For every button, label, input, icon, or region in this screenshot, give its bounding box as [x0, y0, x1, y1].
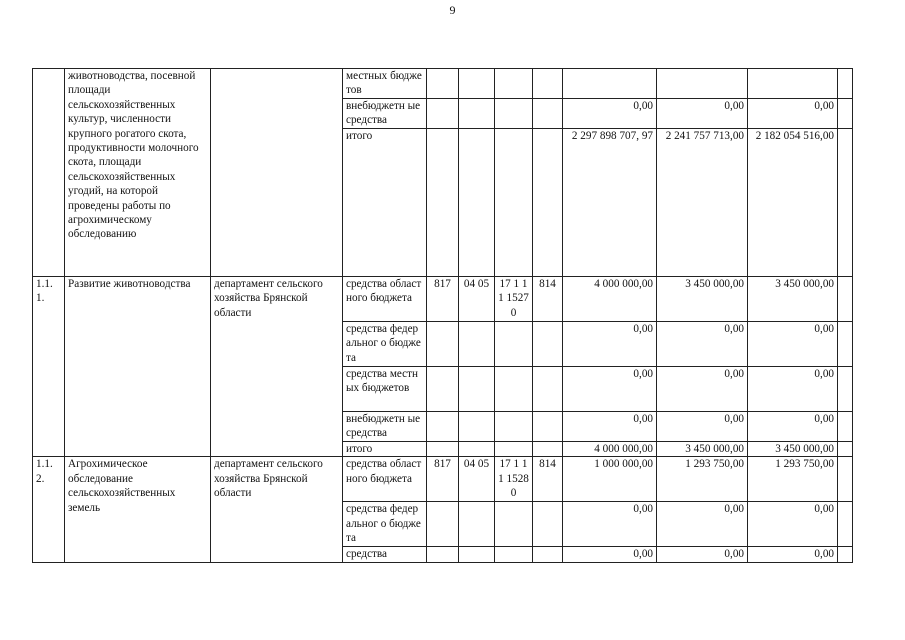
trailing-cell — [838, 277, 853, 322]
trailing-cell — [838, 457, 853, 502]
grbs-code — [427, 412, 459, 442]
amount-year-1: 0,00 — [563, 99, 657, 129]
expense-type-code — [533, 129, 563, 277]
target-article-code — [495, 502, 533, 547]
funding-source: средства областного бюджета — [343, 277, 427, 322]
section-code — [459, 99, 495, 129]
amount-year-1: 0,00 — [563, 367, 657, 412]
amount-year-2: 0,00 — [657, 322, 748, 367]
amount-year-2: 0,00 — [657, 412, 748, 442]
target-article-code: 17 1 11 15270 — [495, 277, 533, 322]
section-code — [459, 502, 495, 547]
amount-year-3: 0,00 — [748, 547, 838, 562]
target-article-code — [495, 99, 533, 129]
item-number: 1.1.2. — [33, 457, 65, 562]
amount-year-1: 4 000 000,00 — [563, 277, 657, 322]
amount-year-3: 0,00 — [748, 367, 838, 412]
item-name: Агрохимическое обследование сельскохозяйственных земель — [65, 457, 211, 562]
section-code — [459, 322, 495, 367]
amount-year-3: 1 293 750,00 — [748, 457, 838, 502]
amount-year-1 — [563, 69, 657, 99]
funding-source: средства — [343, 547, 427, 562]
amount-year-3: 0,00 — [748, 502, 838, 547]
section-code — [459, 129, 495, 277]
responsible-executor — [211, 69, 343, 277]
target-article-code — [495, 547, 533, 562]
section-code — [459, 412, 495, 442]
table-row — [33, 69, 853, 99]
grbs-code — [427, 129, 459, 277]
amount-year-1: 0,00 — [563, 412, 657, 442]
target-article-code — [495, 322, 533, 367]
amount-year-2 — [657, 69, 748, 99]
item-number: 1.1.1. — [33, 277, 65, 457]
section-code: 04 05 — [459, 277, 495, 322]
expense-type-code — [533, 412, 563, 442]
expense-type-code — [533, 367, 563, 412]
trailing-cell — [838, 99, 853, 129]
amount-year-1: 4 000 000,00 — [563, 442, 657, 457]
section-code — [459, 367, 495, 412]
funding-source: средства областного бюджета — [343, 457, 427, 502]
amount-year-2: 0,00 — [657, 502, 748, 547]
table-row — [33, 277, 853, 322]
item-name: животноводства, посевной площади сельскохозяйственных культур, численности крупного рогатого скота, продуктивности молочного скота, площади сельскохозяйственных угодий, на которой проведены работы по агрохимическому обследованию — [65, 69, 211, 277]
funding-source: внебюджетн ые средства — [343, 99, 427, 129]
grbs-code — [427, 367, 459, 412]
funding-source: средства федеральног о бюджета — [343, 322, 427, 367]
responsible-executor: департамент сельского хозяйства Брянской области — [211, 457, 343, 562]
expense-type-code — [533, 547, 563, 562]
amount-year-1: 1 000 000,00 — [563, 457, 657, 502]
trailing-cell — [838, 129, 853, 277]
amount-year-2: 3 450 000,00 — [657, 442, 748, 457]
expense-type-code — [533, 502, 563, 547]
amount-year-2: 3 450 000,00 — [657, 277, 748, 322]
funding-source: местных бюджетов — [343, 69, 427, 99]
amount-year-1: 0,00 — [563, 547, 657, 562]
amount-year-3: 2 182 054 516,00 — [748, 129, 838, 277]
section-code: 04 05 — [459, 457, 495, 502]
funding-source: средства местных бюджетов — [343, 367, 427, 412]
target-article-code: 17 1 11 15280 — [495, 457, 533, 502]
amount-year-2: 0,00 — [657, 99, 748, 129]
grbs-code — [427, 99, 459, 129]
amount-year-2: 2 241 757 713,00 — [657, 129, 748, 277]
expense-type-code — [533, 99, 563, 129]
trailing-cell — [838, 502, 853, 547]
item-name: Развитие животноводства — [65, 277, 211, 457]
table-row — [33, 457, 853, 502]
expense-type-code — [533, 69, 563, 99]
section-code — [459, 547, 495, 562]
amount-year-1: 0,00 — [563, 502, 657, 547]
expense-type-code: 814 — [533, 457, 563, 502]
amount-year-3: 0,00 — [748, 322, 838, 367]
amount-year-2: 1 293 750,00 — [657, 457, 748, 502]
funding-source: внебюджетн ые средства — [343, 412, 427, 442]
page-number: 9 — [449, 3, 456, 17]
grbs-code — [427, 442, 459, 457]
trailing-cell — [838, 442, 853, 457]
expense-type-code — [533, 322, 563, 367]
amount-year-1: 2 297 898 707, 97 — [563, 129, 657, 277]
grbs-code — [427, 322, 459, 367]
trailing-cell — [838, 69, 853, 99]
amount-year-3: 3 450 000,00 — [748, 277, 838, 322]
amount-year-3: 0,00 — [748, 412, 838, 442]
expense-type-code: 814 — [533, 277, 563, 322]
budget-table — [32, 68, 853, 563]
grbs-code — [427, 547, 459, 562]
section-code — [459, 442, 495, 457]
trailing-cell — [838, 547, 853, 562]
funding-source: средства федеральног о бюджета — [343, 502, 427, 547]
amount-year-3 — [748, 69, 838, 99]
target-article-code — [495, 129, 533, 277]
item-number — [33, 69, 65, 277]
grbs-code — [427, 69, 459, 99]
section-code — [459, 69, 495, 99]
amount-year-2: 0,00 — [657, 367, 748, 412]
target-article-code — [495, 367, 533, 412]
responsible-executor: департамент сельского хозяйства Брянской области — [211, 277, 343, 457]
funding-source: итого — [343, 129, 427, 277]
amount-year-3: 3 450 000,00 — [748, 442, 838, 457]
expense-type-code — [533, 442, 563, 457]
target-article-code — [495, 412, 533, 442]
funding-source: итого — [343, 442, 427, 457]
grbs-code: 817 — [427, 457, 459, 502]
trailing-cell — [838, 412, 853, 442]
trailing-cell — [838, 367, 853, 412]
grbs-code — [427, 502, 459, 547]
amount-year-3: 0,00 — [748, 99, 838, 129]
amount-year-1: 0,00 — [563, 322, 657, 367]
trailing-cell — [838, 322, 853, 367]
target-article-code — [495, 69, 533, 99]
grbs-code: 817 — [427, 277, 459, 322]
target-article-code — [495, 442, 533, 457]
amount-year-2: 0,00 — [657, 547, 748, 562]
